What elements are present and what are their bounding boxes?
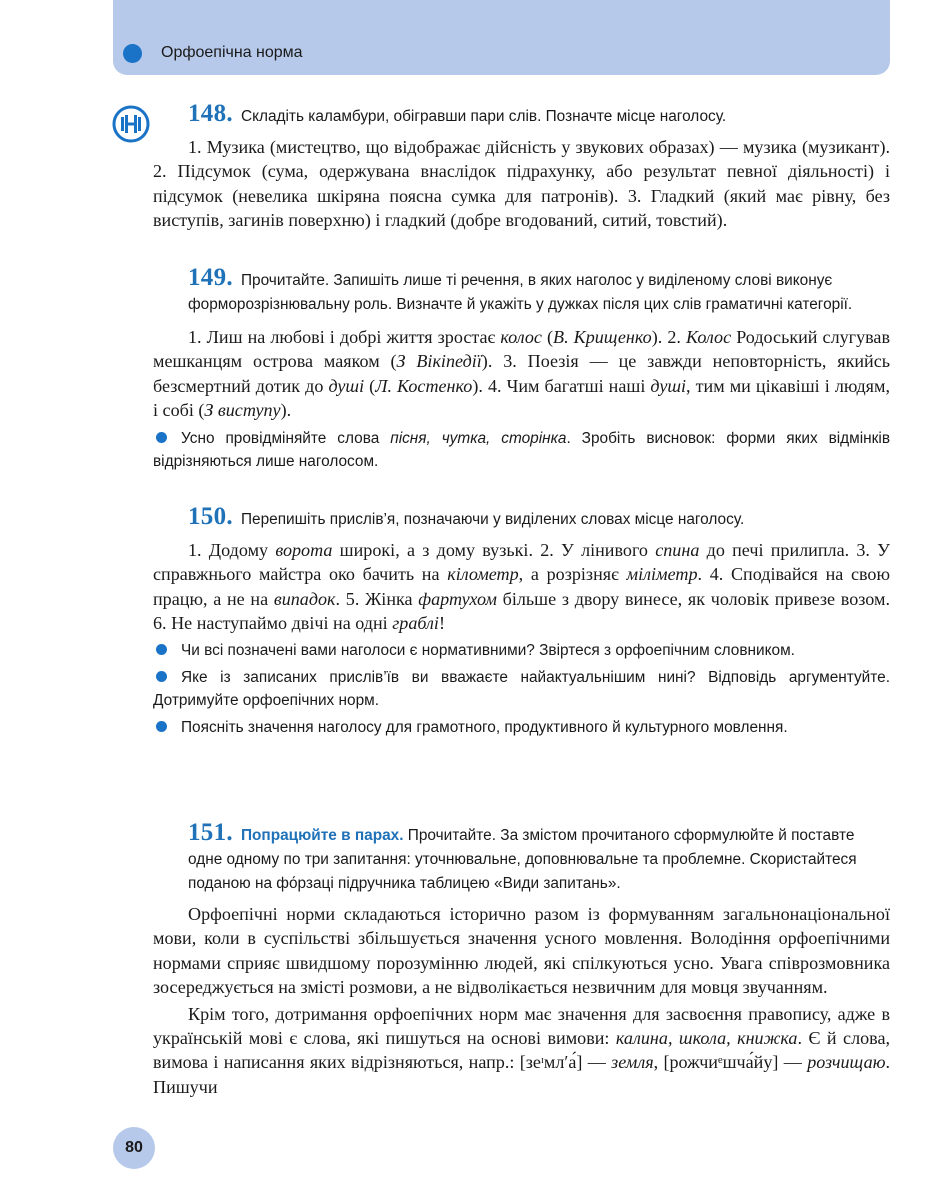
exercise-body xyxy=(153,325,890,423)
task-150 xyxy=(153,505,890,532)
exercise-149 xyxy=(153,266,890,473)
body-paragraph: Орфоепічні норми складаються історично разом із формуванням загальнонаціональної мови, коли в суспільстві збільшується значення усного мовлення. Володіння орфоепічними нормами сприяє швидшому порозумінню людей, які спілкуються усно. Увага співрозмовника зосереджується на змісті розмови, а не відволікається незвичним для мовця звучанням. xyxy=(153,904,890,998)
exercise-note: Усно провідміняйте слова пісня, чутка, сторінка. Зробіть висновок: форми яких відмінків відрізняються лише наголосом. xyxy=(153,429,890,470)
task-text: Прочитайте. Запишіть лише ті речення, в яких наголос у виділеному слові виконує форморозрізнювальну роль. Визначте й укажіть у дужках після цих слів граматичні категорії. xyxy=(188,272,853,313)
task-148 xyxy=(153,102,890,129)
exercise-note: Поясніть значення наголосу для грамотного, продуктивного й культурного мовлення. xyxy=(153,716,890,739)
exercise-body xyxy=(153,135,890,233)
exercise-number: 149. xyxy=(188,264,233,291)
pair-work-label: Попрацюйте в парах. xyxy=(240,827,404,844)
dumbbell-icon xyxy=(112,105,150,143)
exercise-150 xyxy=(153,505,890,739)
body-text: 1. Додому ворота широкі, а з дому вузькі. 2. У лінивого спина до печі прилипла. 3. У справжнього майстра око бачить на кілометр, а розрізняє міліметр. 4. Сподівайся на свою працю, а не на випадок. 5. Жінка фартухом більше з двору винесе, як чоловік привезе возом. 6. Не наступаймо двічі на одні граблі! xyxy=(153,540,891,634)
page-title: Орфоепічна норма xyxy=(161,44,303,61)
task-151 xyxy=(153,821,890,896)
task-149 xyxy=(153,266,890,317)
body-text: 1. Музика (мистецтво, що відображає дійсність у звукових образах) — музика (музикант). 2. Підсумок (сума, одержувана внаслідок підрахунку, або результат певної діяльності) і підсумок (невелика шкіряна поясна сумка для патронів). 3. Гладкий (який має рівну, без виступів, загинів поверхню) і гладкий (добре вгодований, ситий, товстий). xyxy=(153,137,890,231)
exercise-number: 148. xyxy=(188,100,233,127)
page-number: 80 xyxy=(113,1127,155,1169)
exercise-body xyxy=(153,902,890,1099)
exercise-note: Чи всі позначені вами наголоси є нормативними? Звіртеся з орфоепічним словником. xyxy=(153,639,890,662)
bullet-icon xyxy=(156,644,167,655)
body-paragraph: Крім того, дотримання орфоепічних норм має значення для засвоєння правопису, адже в українській мові є слова, які пишуться на основі вимови: калина, школа, книжка. Є й слова, вимова і написання яких відрізняються, напр.: [зеᶦмл′а́] — земля, [рожчиᵉшча́йу] — розчищаю. Пишучи xyxy=(153,1003,890,1097)
bullet-icon xyxy=(156,671,167,682)
bullet-icon xyxy=(156,721,167,732)
exercise-148 xyxy=(153,102,890,233)
exercise-body xyxy=(153,538,890,636)
task-text: Перепишіть прислів’я, позначаючи у виділених словах місце наголосу. xyxy=(240,511,745,528)
exercise-number: 150. xyxy=(188,503,233,530)
body-text: 1. Лиш на любові і добрі життя зростає колос (В. Крищенко). 2. Колос Родоський слугував мешканцям острова маяком (З Вікіпедії). 3. Поезія — це завжди неповторність, якийсь безсмертний дотик до душі (Л. Костенко). 4. Чим багатші наші душі, тим ми цікавіші і людям, і собі (З виступу). xyxy=(153,327,891,421)
exercise-note: Яке із записаних прислів’їв ви вважаєте найактуальнішим нині? Відповідь аргументуйте. Дотримуйте орфоепічних норм. xyxy=(153,668,890,709)
header-bullet-icon xyxy=(123,44,142,63)
bullet-icon xyxy=(156,432,167,443)
task-text: Прочитайте. За змістом прочитаного сформулюйте й поставте одне одному по три запитання: уточнювальне, доповнювальне та проблемне. Скористайтеся поданою на фо́рзаці підручника таблицею «Види запитань». xyxy=(188,827,857,892)
header-band xyxy=(113,0,890,75)
task-text: Складіть каламбури, обігравши пари слів. Позначте місце наголосу. xyxy=(240,108,727,125)
exercise-151 xyxy=(153,821,890,1099)
exercise-number: 151. xyxy=(188,819,233,846)
